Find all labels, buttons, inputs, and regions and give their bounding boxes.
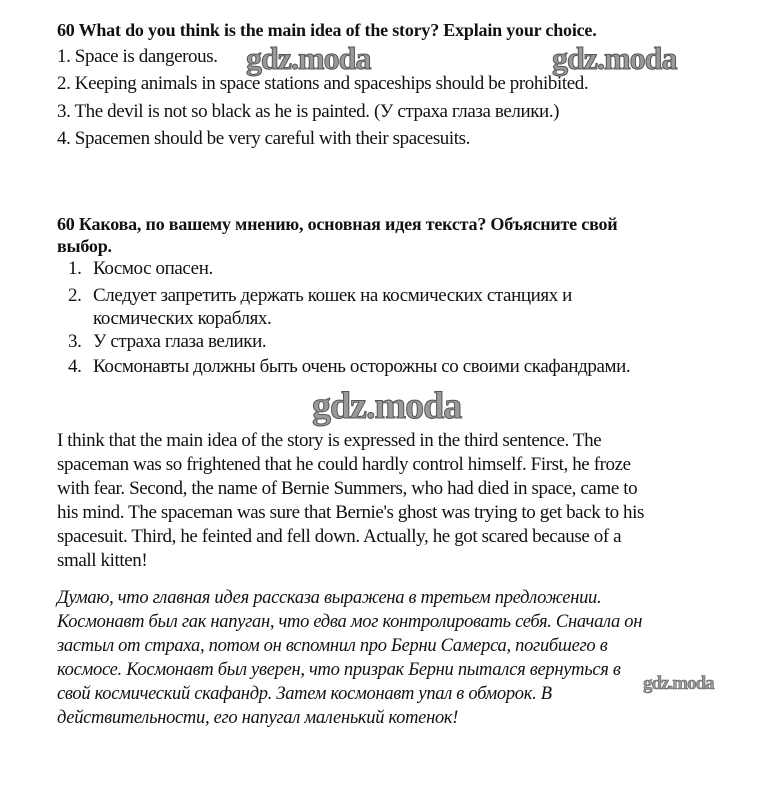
watermark: gdz.moda	[312, 385, 462, 427]
translation-line: застыл от страха, потом он вспомнил про Берни Самерса, погибшего в	[57, 636, 608, 656]
russian-task-title-cont: выбор.	[57, 236, 112, 256]
answer-line: his mind. The spaceman was sure that Bernie's ghost was trying to get back to his	[57, 502, 645, 523]
translation-line: Думаю, что главная идея рассказа выражена в третьем предложении.	[57, 588, 602, 608]
russian-option-3: У страха глаза велики.	[93, 331, 267, 352]
translation-line: действительности, его напугал маленький котенок!	[57, 708, 459, 728]
translation-line: свой космический скафандр. Затем космонавт упал в обморок. В	[57, 684, 552, 704]
watermark: gdz.moda	[643, 673, 714, 694]
list-number: 1.	[68, 258, 82, 279]
answer-line: I think that the main idea of the story is expressed in the third sentence. The	[57, 430, 602, 451]
watermark: gdz.moda	[246, 40, 371, 76]
answer-line: with fear. Second, the name of Bernie Summers, who had died in space, came to	[57, 478, 638, 499]
russian-option-4: Космонавты должны быть очень осторожны со своими скафандрами.	[93, 356, 631, 377]
english-option-3: 3. The devil is not so black as he is painted. (У страха глаза велики.)	[57, 101, 560, 122]
english-task-title: 60 What do you think is the main idea of the story? Explain your choice.	[57, 20, 597, 40]
english-option-2: 2. Keeping animals in space stations and spaceships should be prohibited.	[57, 73, 589, 94]
list-number: 4.	[68, 356, 82, 377]
translation-line: Космонавт был гак напуган, что едва мог контролировать себя. Сначала он	[57, 612, 643, 632]
answer-line: spacesuit. Third, he feinted and fell down. Actually, he got scared because of a	[57, 526, 622, 547]
answer-line: spaceman was so frightened that he could hardly control himself. First, he froze	[57, 454, 631, 475]
answer-line: small kitten!	[57, 550, 148, 571]
watermark: gdz.moda	[552, 40, 677, 76]
english-option-1: 1. Space is dangerous.	[57, 46, 218, 67]
russian-option-2: Следует запретить держать кошек на космических станциях и	[93, 285, 572, 306]
russian-task-title: 60 Какова, по вашему мнению, основная идея текста? Объясните свой	[57, 214, 618, 234]
english-option-4: 4. Spacemen should be very careful with their spacesuits.	[57, 128, 471, 149]
list-number: 3.	[68, 331, 82, 352]
list-number: 2.	[68, 285, 82, 306]
russian-option-2-cont: космических кораблях.	[93, 308, 272, 329]
russian-option-1: Космос опасен.	[93, 258, 213, 279]
translation-line: космосе. Космонавт был уверен, что призрак Берни пытался вернуться в	[57, 660, 621, 680]
